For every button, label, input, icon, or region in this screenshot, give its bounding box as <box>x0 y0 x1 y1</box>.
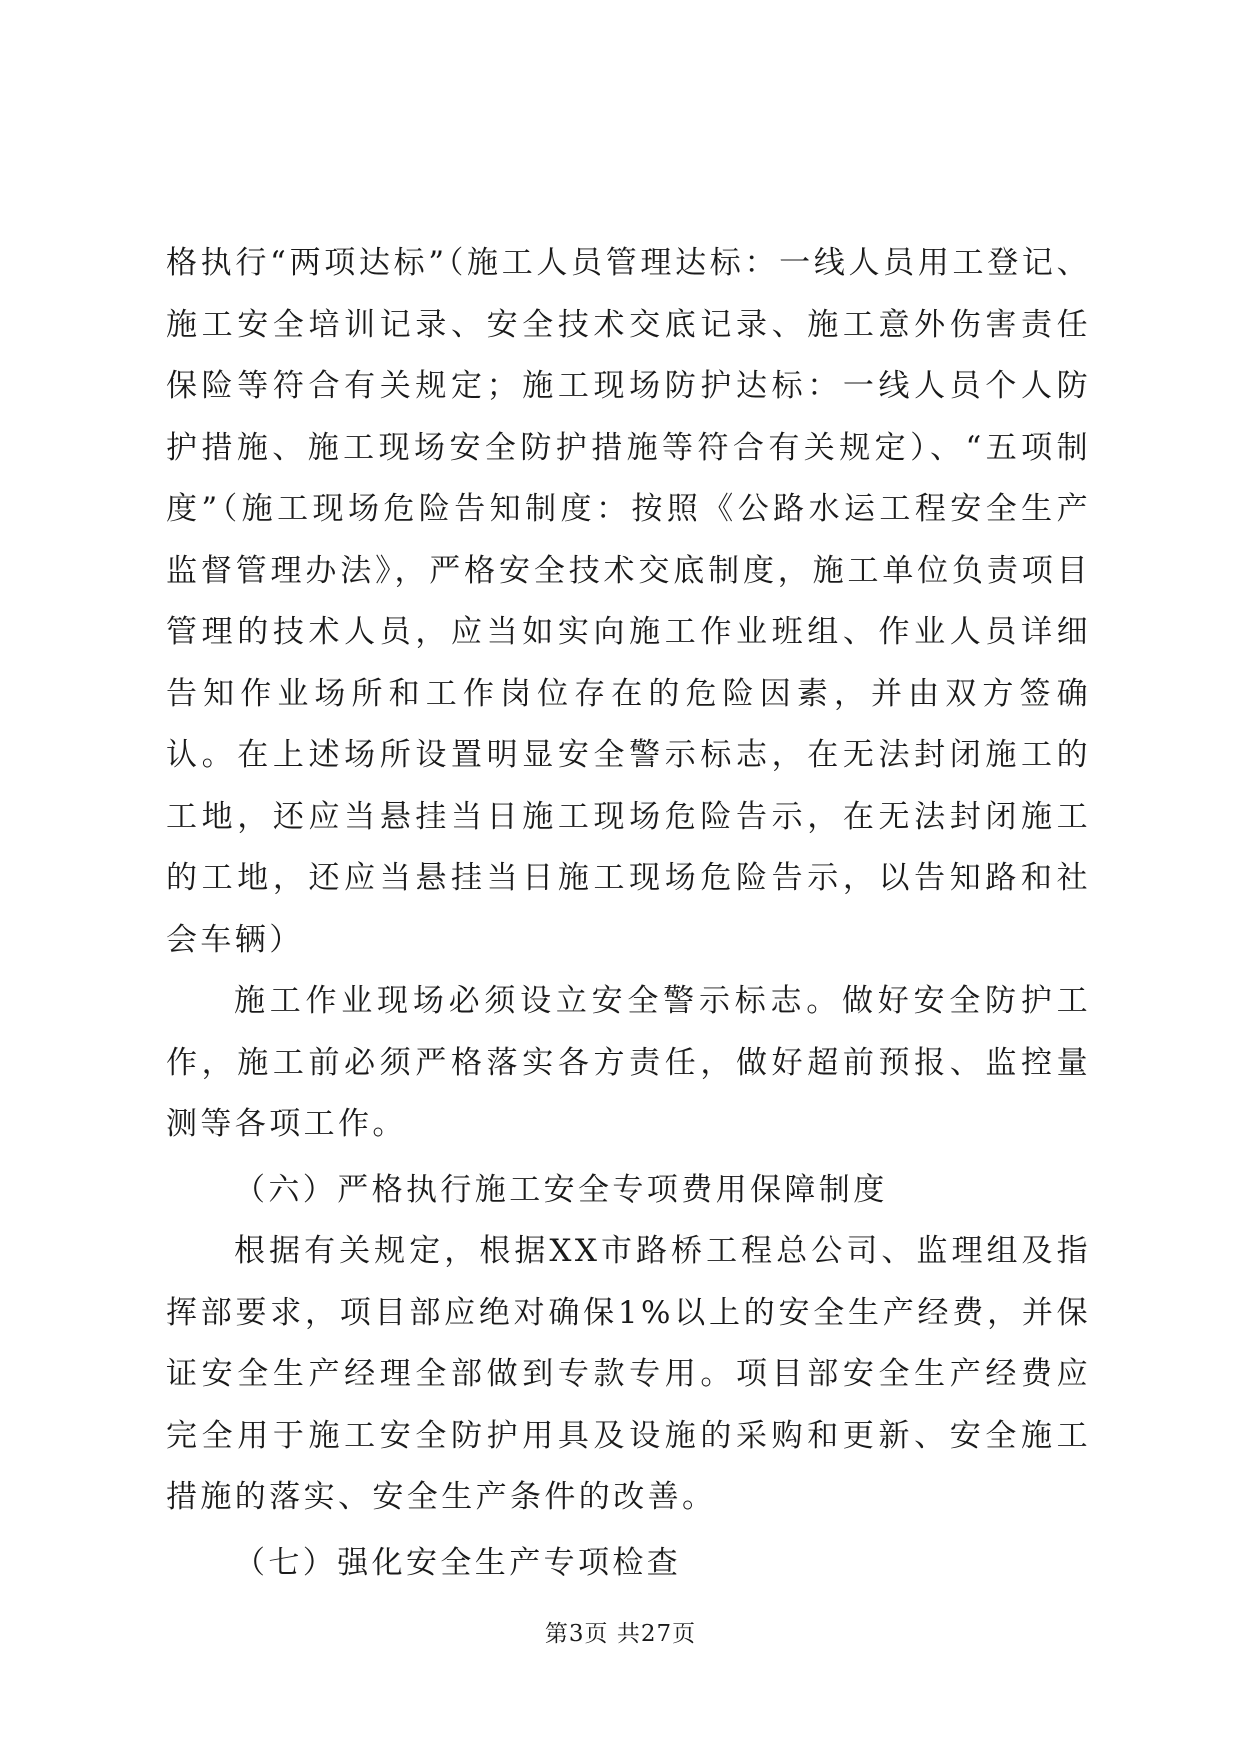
page-number-footer: 第3页 共27页 <box>544 1621 697 1647</box>
paragraph-safety-funds: 根据有关规定，根据XX市路桥工程总公司、监理组及指挥部要求，项目部应绝对确保1%以上的安全生产经费，并保证安全生产经理全部做到专款专用。项目部安全生产经费应完全用于施工安全防护用具及设施的采购和更新、安全施工措施的落实、安全生产条件的改善。 <box>166 1233 1091 1515</box>
section-heading-7: （七）强化安全生产专项检查 <box>234 1544 682 1581</box>
paragraph-continuation: 格执行“两项达标”（施工人员管理达标：一线人员用工登记、施工安全培训记录、安全技术交底记录、施工意外伤害责任保险等符合有关规定；施工现场防护达标：一线人员个人防护措施、施工现场安全防护措施等符合有关规定）、“五项制度”（施工现场危险告知制度：按照《公路水运工程安全生产监督管理办法》，严格安全技术交底制度，施工单位负责项目管理的技术人员，应当如实向施工作业班组、作业人员详细告知作业场所和工作岗位存在的危险因素，并由双方签确认。在上述场所设置明显安全警示标志，在无法封闭施工的工地，还应当悬挂当日施工现场危险告示，在无法封闭施工的工地，还应当悬挂当日施工现场危险告示，以告知路和社会车辆） <box>166 245 1091 958</box>
section-heading-6: （六）严格执行施工安全专项费用保障制度 <box>234 1171 888 1208</box>
document-body <box>166 233 1091 1594</box>
paragraph-safety-signs: 施工作业现场必须设立安全警示标志。做好安全防护工作，施工前必须严格落实各方责任，做好超前预报、监控量测等各项工作。 <box>166 983 1091 1142</box>
